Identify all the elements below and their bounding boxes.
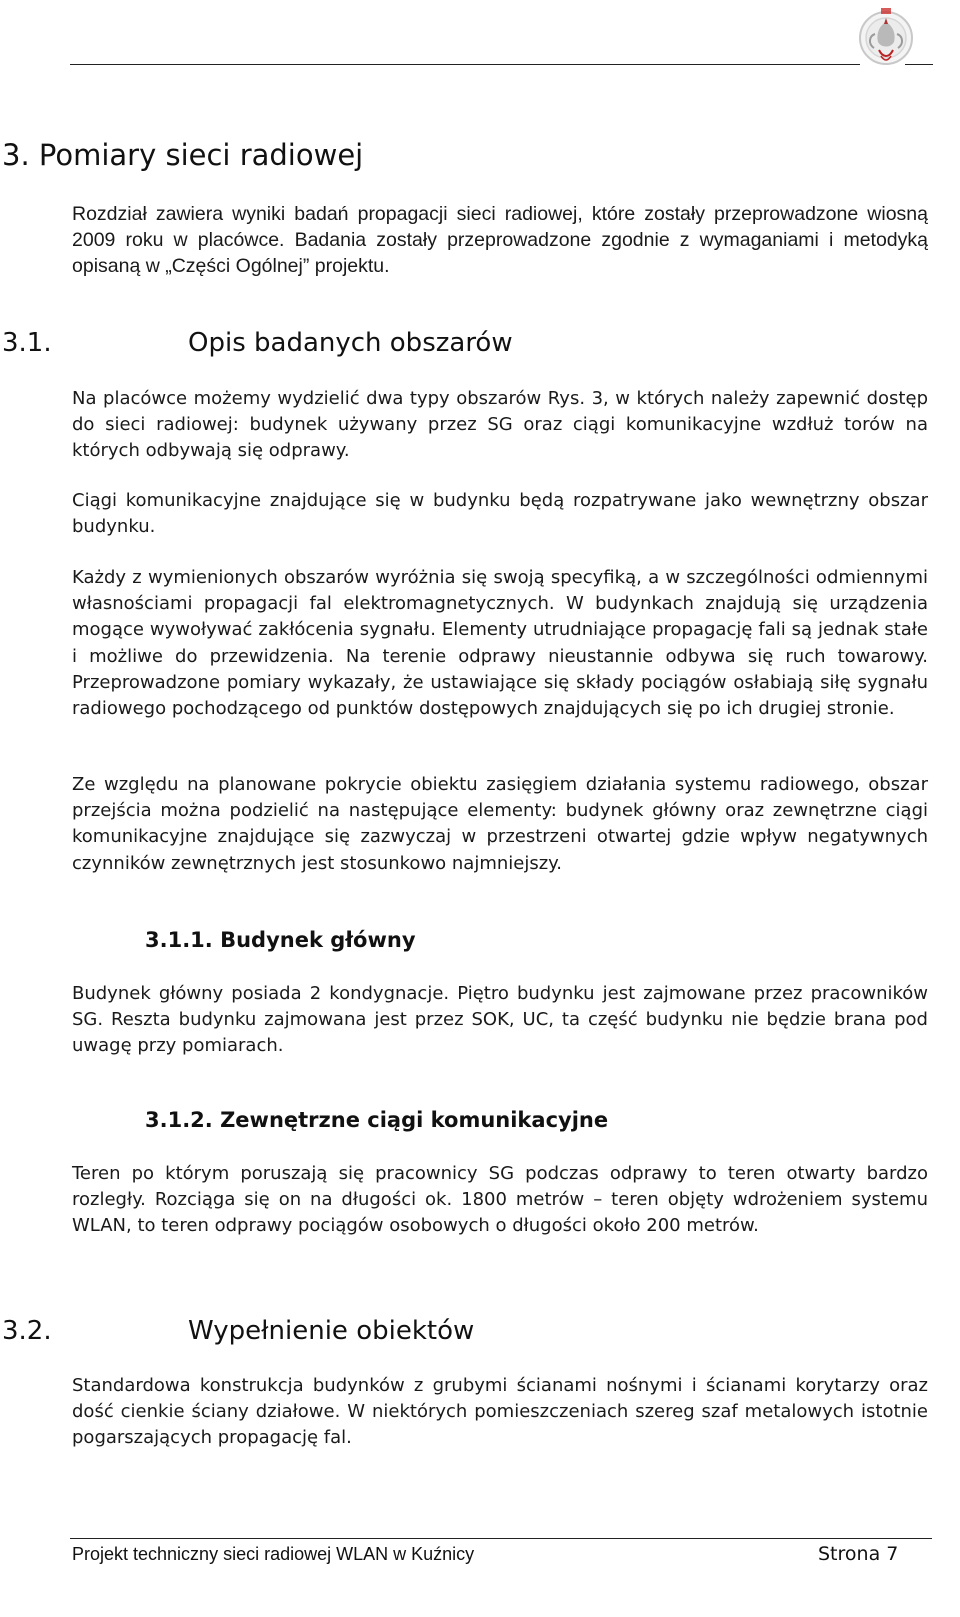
paragraph: Standardowa konstrukcja budynków z grubymi ścianami nośnymi i ścianami korytarzy oraz dość cienkie ściany działowe. W niektórych pomieszczeniach szereg szaf metalowych istotnie pogarszających propagację fal. <box>72 1375 928 1449</box>
footer-document-title: Projekt techniczny sieci radiowej WLAN w Kuźnicy <box>72 1544 475 1564</box>
paragraph: Na placówce możemy wydzielić dwa typy obszarów Rys. 3, w których należy zapewnić dostęp do sieci radiowej: budynek używany przez SG oraz ciągi komunikacyjne wzdłuż torów na których odbywają się odprawy. <box>72 388 928 462</box>
subsubsection-title: 3.1.2. Zewnętrzne ciągi komunikacyjne <box>145 1108 609 1132</box>
section-title: 3. Pomiary sieci radiowej <box>2 138 364 172</box>
subsection-title: Opis badanych obszarów <box>188 328 513 358</box>
subsection-number: 3.1. <box>2 328 52 358</box>
subsubsection-title: 3.1.1. Budynek główny <box>145 928 416 952</box>
subsection-number: 3.2. <box>2 1316 52 1346</box>
border-guard-emblem-icon <box>857 4 915 76</box>
paragraph: Każdy z wymienionych obszarów wyróżnia się swoją specyfiką, a w szczególności odmiennymi własnościami propagacji fal elektromagnetycznych. W budynkach znajdują się urządzenia mogące wywoływać zakłócenia sygnału. Elementy utrudniające propagację fali są jednak stałe i możliwe do przewidzenia. Na terenie odprawy nieustannie odbywa się ruch towarowy. Przeprowadzone pomiary wykazały, że ustawiające się składy pociągów osłabiają siłę sygnału radiowego pochodzącego od punktów dostępowych znajdujących się po ich drugiej stronie. <box>72 567 928 720</box>
paragraph: Budynek główny posiada 2 kondygnacje. Piętro budynku jest zajmowane przez pracowników SG. Reszta budynku zajmowana jest przez SOK, UC, ta część budynku nie będzie brana pod uwagę przy pomiarach. <box>72 983 928 1057</box>
paragraph: Ze względu na planowane pokrycie obiektu zasięgiem działania systemu radiowego, obszar przejścia można podzielić na następujące elementy: budynek główny oraz zewnętrzne ciągi komunikacyjne znajdujące się zazwyczaj w przestrzeni otwartej gdzie wpływ negatywnych czynników zewnętrznych jest stosunkowo najmniejszy. <box>72 774 928 874</box>
subsection-title: Wypełnienie obiektów <box>188 1316 475 1346</box>
paragraph: Ciągi komunikacyjne znajdujące się w budynku będą rozpatrywane jako wewnętrzny obszar budynku. <box>72 490 928 538</box>
section-intro: Rozdział zawiera wyniki badań propagacji sieci radiowej, które zostały przeprowadzone wiosną 2009 roku w placówce. Badania zostały przeprowadzone zgodnie z wymaganiami i metodyką opisaną w „Części Ogólnej” projektu. <box>72 203 928 278</box>
footer-page-number: Strona 7 <box>818 1543 899 1565</box>
paragraph: Teren po którym poruszają się pracownicy SG podczas odprawy to teren otwarty bardzo rozległy. Rozciąga się on na długości ok. 1800 metrów – teren objęty wdrożeniem systemu WLAN, to teren odprawy pociągów osobowych o długości około 200 metrów. <box>72 1163 928 1237</box>
footer-rule <box>70 1538 932 1539</box>
header-rule <box>70 64 860 65</box>
